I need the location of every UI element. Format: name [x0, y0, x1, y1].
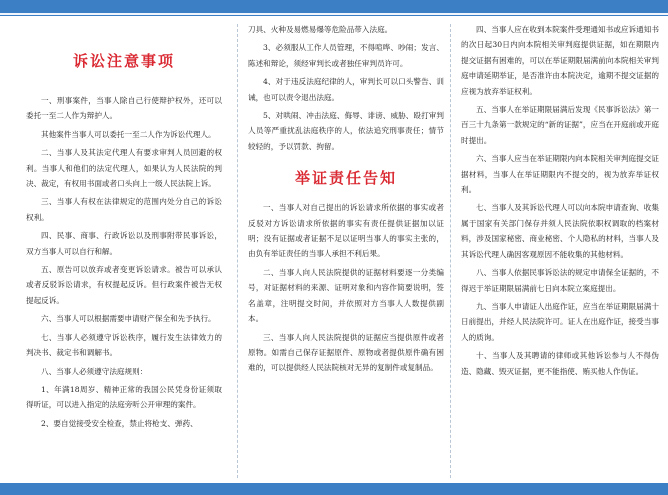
court-rule-paragraph: 4、对于违反法庭纪律的人，审判长可以口头警告、训诫，也可以责令退出法庭。 [248, 77, 444, 102]
litigation-note-paragraph: 二、当事人及其法定代理人有要求审判人员回避的权利。当事人和他们的法定代理人，如果认为人民法院的判决、裁定，有权用书面或者口头向上一级人民法院上诉。 [26, 148, 222, 189]
burden-of-proof-paragraph: 五、当事人在举证期限届满后发现《民事诉讼法》第一百三十九条第一款规定的“新的证据”，应当在开庭前或开庭时提出。 [461, 105, 659, 145]
litigation-note-paragraph: 一、刑事案件，当事人除自己行使辩护权外，还可以委托一至二人作为辩护人。 [26, 96, 222, 121]
burden-of-proof-paragraph: 三、当事人向人民法院提供的证据应当提供原件或者原物。如需自己保存证据原件、原物或者提供原件确有困难的，可以提供经人民法院核对无异的复制件或复制品。 [248, 332, 444, 373]
litigation-note-paragraph: 八、当事人必须遵守法庭规则： [41, 366, 148, 376]
litigation-note-paragraph: 1、年满18周岁、精神正常的我国公民凭身份证须取得听证，可以进入指定的法庭旁听公开审理的案件。 [26, 384, 222, 410]
litigation-notes-title: 诉讼注意事项 [72, 52, 175, 70]
court-rule-paragraph: 3、必须服从工作人员管理，不得喧哗、吵闹；发言、陈述和辩论，须经审判长或者独任审判员许可。 [248, 43, 444, 68]
column-divider-left [237, 24, 238, 478]
burden-of-proof-paragraph: 九、当事人申请证人出庭作证，应当在举证期限届满十日前提出，并经人民法院许可。证人在出庭作证，接受当事人的质询。 [461, 301, 659, 342]
column-litigation-notes [26, 22, 222, 434]
litigation-note-paragraph: 六、当事人可以根据需要申请财产保全和先予执行。 [41, 314, 216, 324]
burden-of-proof-paragraph: 十、当事人及其聘请的律师或其他诉讼参与人不得伪造、隐藏、毁灭证据，更不能指使、贿买他人作伪证。 [461, 351, 659, 376]
top-accent-stripe [0, 13, 668, 15]
burden-of-proof-paragraph: 六、当事人应当在举证期限内向本院相关审判庭提交证据材料，当事人在举证期限内不提交的，视为放弃举证权利。 [461, 154, 659, 195]
burden-of-proof-paragraph: 八、当事人依据民事诉讼法的规定申请保全证据的，不得迟于举证期限届满前七日向本院立案庭提出。 [461, 268, 659, 293]
top-accent-bar [0, 0, 668, 16]
litigation-note-paragraph: 七、当事人必须遵守诉讼秩序，履行发生法律效力的判决书、裁定书和调解书。 [26, 332, 222, 358]
column-burden-of-proof [248, 22, 444, 379]
court-rule-paragraph: 5、对哄闹、冲击法庭、侮辱、诽谤、威胁、殴打审判人员等严重扰乱法庭秩序的人，依法追究刑事责任；情节较轻的，予以罚款、拘留。 [248, 111, 444, 151]
litigation-note-paragraph: 其他案件当事人可以委托一至二人作为诉讼代理人。 [41, 129, 216, 139]
litigation-note-paragraph: 四、民事、商事、行政诉讼以及刑事附带民事诉讼，双方当事人可以自行和解。 [26, 231, 222, 256]
burden-of-proof-paragraph: 七、当事人及其诉讼代理人可以向本院申请查询、收集属于国家有关部门保存并须人民法院依职权调取的档案材料，涉及国家秘密、商业秘密、个人隐私的材料，当事人及其诉讼代理人确因客观原因不能收集的其他材料。 [461, 203, 659, 259]
litigation-note-paragraph: 2、要自觉接受安全检查，禁止将枪支、弹药、 [41, 418, 198, 428]
bottom-accent-bar [0, 483, 668, 495]
burden-of-proof-paragraph: 二、当事人向人民法院提供的证据材料要逐一分类编号，对证据材料的来源、证明对象和内容作简要说明，签名盖章，注明提交时间，并依照对方当事人人数提供副本。 [248, 267, 444, 324]
litigation-note-paragraph: 五、原告可以放弃或者变更诉讼请求。被告可以承认或者反驳诉讼请求，有权提起反诉。但行政案件被告无权提起反诉。 [26, 265, 222, 305]
court-rules-continued: 刀具、火种及易燃易爆等危险品带入法庭。 [248, 25, 393, 34]
burden-of-proof-paragraph: 四、当事人应在收到本院案件受理通知书或应诉通知书的次日起30日内向本院相关审判庭提供证据，如在期限内提交证据有困难的，可以在举证期限届满前向本院相关审判庭申请延期举证，是否准许由本院决定，逾期不提交证据的应视为放弃举证权利。 [461, 25, 659, 96]
column-burden-of-proof-continued [461, 22, 659, 382]
burden-of-proof-paragraph: 一、当事人对自己提出的诉讼请求所依据的事实或者反驳对方诉讼请求所依据的事实有责任提供证据加以证明；没有证据或者证据不足以证明当事人的事实主张的，由负有举证责任的当事人承担不利后果。 [248, 203, 444, 259]
column-divider-right [450, 24, 451, 478]
litigation-note-paragraph: 三、当事人有权在法律规定的范围内处分自己的诉讼权利。 [26, 197, 222, 222]
burden-of-proof-title: 举证责任告知 [294, 169, 397, 188]
